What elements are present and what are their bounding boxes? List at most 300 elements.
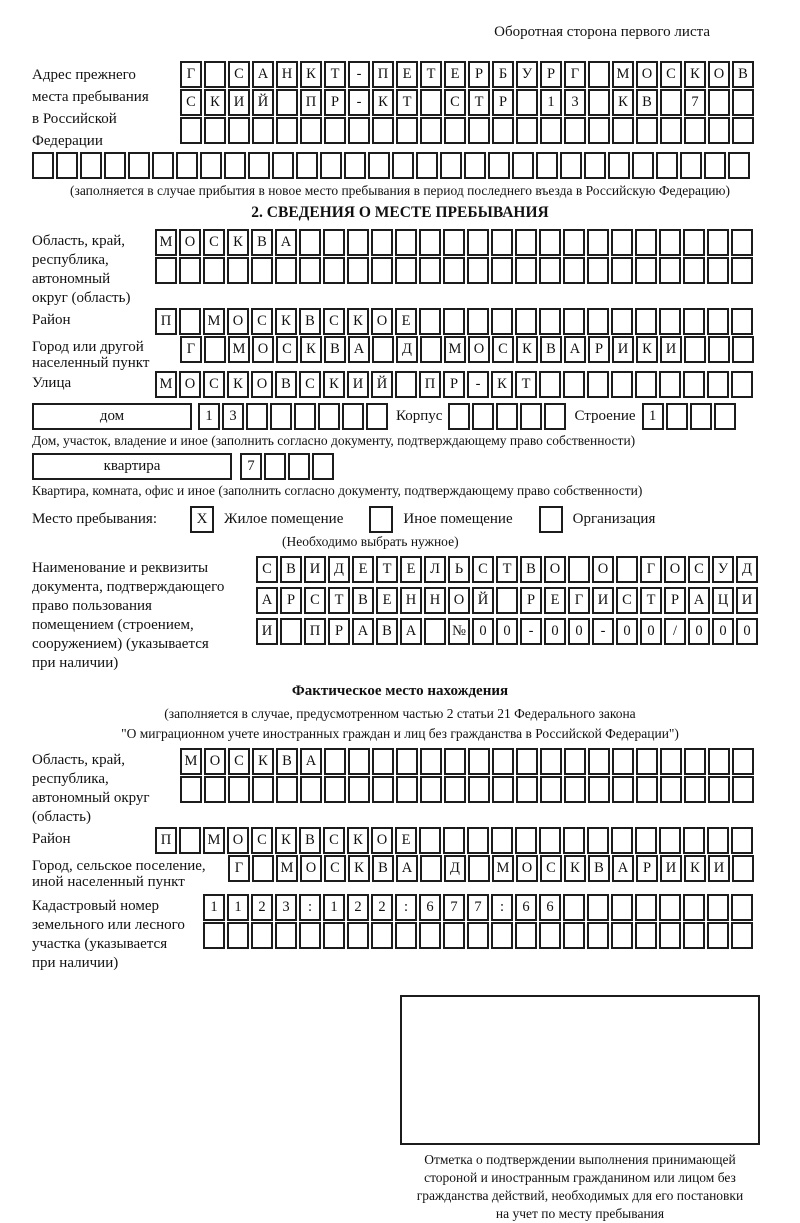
char-cell xyxy=(539,308,561,335)
previous-address-note: (заполняется в случае прибытия в новое место пребывания в период последнего въезда в Российскую Федерацию) xyxy=(69,183,731,198)
street-field xyxy=(32,371,768,399)
char-cell xyxy=(179,308,201,335)
char-cell: Р xyxy=(520,587,542,614)
label-line: документа, подтверждающего xyxy=(32,579,225,595)
char-cell xyxy=(419,229,441,256)
char-cell: Л xyxy=(424,556,446,583)
char-cell xyxy=(635,229,657,256)
char-cell xyxy=(80,152,102,179)
char-cell: - xyxy=(348,89,370,116)
char-cell xyxy=(564,748,586,775)
char-cell xyxy=(371,922,393,949)
char-cell xyxy=(563,229,585,256)
char-cell: П xyxy=(155,827,177,854)
char-cell: М xyxy=(492,855,514,882)
char-cell xyxy=(612,117,634,144)
char-cell xyxy=(176,152,198,179)
char-cell: С xyxy=(324,855,346,882)
char-cell xyxy=(204,117,226,144)
previous-address-row-4 xyxy=(32,152,768,179)
char-cell: К xyxy=(347,827,369,854)
char-cell xyxy=(635,894,657,921)
char-cell: Е xyxy=(400,556,422,583)
char-cell: С xyxy=(688,556,710,583)
char-cell xyxy=(539,827,561,854)
char-cell: Р xyxy=(443,371,465,398)
char-cell xyxy=(300,117,322,144)
char-cell xyxy=(707,308,729,335)
label-line: Город или другой xyxy=(32,339,144,355)
street-label: Улица xyxy=(32,375,72,391)
char-cell xyxy=(707,257,729,284)
char-cell xyxy=(492,117,514,144)
char-cell xyxy=(660,776,682,803)
char-cell xyxy=(347,922,369,949)
char-cell: Т xyxy=(640,587,662,614)
char-cell xyxy=(467,827,489,854)
char-cell xyxy=(443,827,465,854)
char-cell xyxy=(443,308,465,335)
previous-address-field xyxy=(32,61,768,152)
char-cell xyxy=(227,257,249,284)
char-cell xyxy=(659,308,681,335)
char-cell: 6 xyxy=(515,894,537,921)
char-cell xyxy=(323,922,345,949)
stay-type-option-organization: Организация xyxy=(572,510,656,527)
char-cell xyxy=(420,117,442,144)
char-cell: В xyxy=(276,748,298,775)
region-field xyxy=(32,229,768,308)
char-cell: С xyxy=(540,855,562,882)
char-cell xyxy=(104,152,126,179)
char-cell xyxy=(419,922,441,949)
char-cell xyxy=(275,922,297,949)
stay-type-checkbox-other xyxy=(369,506,393,533)
house-row xyxy=(32,403,768,431)
char-cell: К xyxy=(252,748,274,775)
char-cell: 0 xyxy=(736,618,758,645)
char-cell: 1 xyxy=(323,894,345,921)
char-cell xyxy=(683,894,705,921)
char-cell: Р xyxy=(664,587,686,614)
previous-address-row-3 xyxy=(180,117,756,144)
char-cell xyxy=(659,371,681,398)
char-cell: У xyxy=(516,61,538,88)
char-cell xyxy=(464,152,486,179)
char-cell xyxy=(251,257,273,284)
char-cell: Р xyxy=(492,89,514,116)
char-cell xyxy=(204,336,226,363)
char-cell xyxy=(563,827,585,854)
actual-city-field xyxy=(32,855,768,890)
char-cell xyxy=(563,922,585,949)
char-cell: И xyxy=(592,587,614,614)
actual-region-label xyxy=(32,748,180,827)
char-cell: 0 xyxy=(568,618,590,645)
char-cell xyxy=(200,152,222,179)
char-cell xyxy=(440,152,462,179)
char-cell xyxy=(128,152,150,179)
char-cell: Т xyxy=(496,556,518,583)
char-cell: П xyxy=(155,308,177,335)
char-cell xyxy=(539,229,561,256)
house-number-cells xyxy=(198,403,390,430)
char-cell xyxy=(419,827,441,854)
korpus-label: Корпус xyxy=(396,408,443,424)
char-cell: С xyxy=(444,89,466,116)
char-cell xyxy=(372,336,394,363)
char-cell xyxy=(708,336,730,363)
char-cell xyxy=(588,776,610,803)
char-cell xyxy=(275,257,297,284)
char-cell: Т xyxy=(515,371,537,398)
char-cell: С xyxy=(203,371,225,398)
char-cell xyxy=(179,827,201,854)
label-line: при наличии) xyxy=(32,955,119,971)
char-cell xyxy=(372,117,394,144)
char-cell xyxy=(588,117,610,144)
char-cell xyxy=(392,152,414,179)
char-cell: П xyxy=(304,618,326,645)
char-cell xyxy=(690,403,712,430)
char-cell xyxy=(563,371,585,398)
char-cell: С xyxy=(256,556,278,583)
char-cell: 0 xyxy=(712,618,734,645)
char-cell xyxy=(656,152,678,179)
char-cell xyxy=(395,229,417,256)
char-cell: М xyxy=(444,336,466,363)
char-cell xyxy=(324,117,346,144)
char-cell xyxy=(491,229,513,256)
actual-district-field xyxy=(32,827,768,855)
char-cell xyxy=(491,922,513,949)
char-cell xyxy=(248,152,270,179)
stay-type-option-other: Иное помещение xyxy=(403,510,513,527)
char-cell xyxy=(348,117,370,144)
korpus-cells xyxy=(448,403,568,430)
char-cell: М xyxy=(203,308,225,335)
char-cell: 0 xyxy=(496,618,518,645)
char-cell xyxy=(294,403,316,430)
char-cell xyxy=(467,308,489,335)
char-cell: В xyxy=(275,371,297,398)
char-cell xyxy=(203,922,225,949)
char-cell xyxy=(448,403,470,430)
actual-district-row xyxy=(155,827,755,854)
char-cell xyxy=(707,922,729,949)
char-cell xyxy=(492,748,514,775)
char-cell: С xyxy=(492,336,514,363)
char-cell: С xyxy=(276,336,298,363)
char-cell xyxy=(323,257,345,284)
char-cell: П xyxy=(300,89,322,116)
char-cell: Р xyxy=(324,89,346,116)
char-cell: Б xyxy=(492,61,514,88)
char-cell: О xyxy=(468,336,490,363)
char-cell xyxy=(540,117,562,144)
char-cell xyxy=(203,257,225,284)
char-cell: С xyxy=(228,61,250,88)
char-cell: С xyxy=(251,827,273,854)
char-cell xyxy=(731,257,753,284)
char-cell: 3 xyxy=(564,89,586,116)
char-cell: Д xyxy=(444,855,466,882)
label-line: места пребывания xyxy=(32,89,149,105)
char-cell xyxy=(564,117,586,144)
confirmation-stamp-caption xyxy=(380,1151,780,1223)
char-cell: Ь xyxy=(448,556,470,583)
char-cell: С xyxy=(180,89,202,116)
stay-type-checkbox-residential: X xyxy=(190,506,214,533)
district-label: Район xyxy=(32,312,71,328)
char-cell: О xyxy=(251,371,273,398)
char-cell: А xyxy=(688,587,710,614)
label-line: округ (область) xyxy=(32,290,131,306)
char-cell: В xyxy=(636,89,658,116)
char-cell xyxy=(472,403,494,430)
char-cell: М xyxy=(155,229,177,256)
char-cell xyxy=(251,922,273,949)
label-line: участка (указывается xyxy=(32,936,168,952)
char-cell: В xyxy=(540,336,562,363)
char-cell xyxy=(396,117,418,144)
char-cell xyxy=(684,336,706,363)
char-cell: О xyxy=(204,748,226,775)
char-cell xyxy=(587,894,609,921)
char-cell: С xyxy=(660,61,682,88)
char-cell: О xyxy=(664,556,686,583)
char-cell xyxy=(536,152,558,179)
char-cell xyxy=(419,257,441,284)
char-cell xyxy=(612,776,634,803)
char-cell: О xyxy=(636,61,658,88)
char-cell xyxy=(180,117,202,144)
char-cell: В xyxy=(324,336,346,363)
label-line: Город, сельское поселение, xyxy=(32,858,206,874)
char-cell: М xyxy=(276,855,298,882)
char-cell: К xyxy=(300,61,322,88)
char-cell: 6 xyxy=(419,894,441,921)
char-cell xyxy=(731,371,753,398)
char-cell: Е xyxy=(352,556,374,583)
label-line: автономный округ xyxy=(32,790,150,806)
char-cell: К xyxy=(348,855,370,882)
previous-address-label xyxy=(32,61,180,152)
char-cell: А xyxy=(352,618,374,645)
char-cell xyxy=(659,257,681,284)
char-cell: В xyxy=(588,855,610,882)
right-document-label xyxy=(32,556,256,673)
char-cell: О xyxy=(227,827,249,854)
char-cell: С xyxy=(228,748,250,775)
cadastral-label xyxy=(32,894,203,973)
char-cell xyxy=(516,748,538,775)
char-cell: 1 xyxy=(203,894,225,921)
previous-address-grid xyxy=(180,61,756,145)
char-cell xyxy=(395,371,417,398)
char-cell: Ц xyxy=(712,587,734,614)
char-cell xyxy=(635,827,657,854)
cadastral-row-1 xyxy=(203,894,755,921)
char-cell xyxy=(587,922,609,949)
char-cell: В xyxy=(732,61,754,88)
char-cell xyxy=(420,748,442,775)
char-cell: А xyxy=(348,336,370,363)
char-cell xyxy=(228,117,250,144)
cadastral-grid xyxy=(203,894,755,950)
char-cell: Н xyxy=(424,587,446,614)
char-cell xyxy=(515,257,537,284)
char-cell: И xyxy=(347,371,369,398)
char-cell xyxy=(731,308,753,335)
char-cell: О xyxy=(371,827,393,854)
char-cell xyxy=(324,776,346,803)
char-cell xyxy=(587,827,609,854)
char-cell: 2 xyxy=(251,894,273,921)
char-cell xyxy=(684,117,706,144)
actual-region-row-1 xyxy=(180,748,756,775)
char-cell xyxy=(684,776,706,803)
label-line: Наименование и реквизиты xyxy=(32,560,209,576)
apartment-box: квартира xyxy=(32,453,232,480)
char-cell xyxy=(323,229,345,256)
char-cell: Г xyxy=(564,61,586,88)
char-cell xyxy=(491,308,513,335)
char-cell xyxy=(635,308,657,335)
label-line: стороной и иностранным гражданином или лицом без xyxy=(424,1170,736,1185)
char-cell xyxy=(420,855,442,882)
char-cell: Т xyxy=(396,89,418,116)
char-cell: К xyxy=(347,308,369,335)
char-cell xyxy=(204,776,226,803)
char-cell: К xyxy=(227,229,249,256)
region-grid xyxy=(155,229,755,285)
char-cell xyxy=(179,257,201,284)
label-line: право пользования xyxy=(32,598,152,614)
char-cell xyxy=(515,308,537,335)
char-cell xyxy=(731,922,753,949)
char-cell: П xyxy=(419,371,441,398)
label-line: Адрес прежнего xyxy=(32,67,136,83)
char-cell xyxy=(396,748,418,775)
char-cell xyxy=(444,748,466,775)
char-cell xyxy=(684,748,706,775)
char-cell: Е xyxy=(395,827,417,854)
label-line: иной населенный пункт xyxy=(32,874,185,890)
char-cell xyxy=(732,748,754,775)
char-cell: Н xyxy=(400,587,422,614)
house-box: дом xyxy=(32,403,192,430)
char-cell: С xyxy=(472,556,494,583)
char-cell xyxy=(683,257,705,284)
char-cell: О xyxy=(227,308,249,335)
char-cell xyxy=(155,257,177,284)
label-line: помещением (строением, xyxy=(32,617,194,633)
label-line: гражданства действий, необходимых для его постановки xyxy=(416,1188,744,1203)
char-cell: А xyxy=(252,61,274,88)
char-cell: И xyxy=(660,336,682,363)
char-cell: А xyxy=(300,748,322,775)
char-cell: К xyxy=(204,89,226,116)
char-cell: В xyxy=(376,618,398,645)
char-cell xyxy=(424,618,446,645)
char-cell: Р xyxy=(328,618,350,645)
char-cell xyxy=(252,776,274,803)
char-cell xyxy=(632,152,654,179)
char-cell xyxy=(152,152,174,179)
char-cell: Р xyxy=(468,61,490,88)
char-cell: Р xyxy=(636,855,658,882)
char-cell xyxy=(563,894,585,921)
city-field xyxy=(32,336,768,371)
street-row xyxy=(155,371,755,398)
char-cell xyxy=(299,922,321,949)
char-cell: Г xyxy=(228,855,250,882)
char-cell: К xyxy=(636,336,658,363)
char-cell xyxy=(420,89,442,116)
char-cell: / xyxy=(664,618,686,645)
char-cell xyxy=(659,827,681,854)
stay-type-label: Место пребывания: xyxy=(32,510,157,527)
char-cell xyxy=(660,748,682,775)
apartment-row xyxy=(32,453,768,481)
stroenie-cells xyxy=(642,403,738,430)
char-cell xyxy=(587,371,609,398)
section2-title: 2. СВЕДЕНИЯ О МЕСТЕ ПРЕБЫВАНИЯ xyxy=(251,204,549,221)
char-cell xyxy=(224,152,246,179)
char-cell xyxy=(371,257,393,284)
char-cell: Д xyxy=(736,556,758,583)
char-cell: К xyxy=(564,855,586,882)
actual-location-title: Фактическое место нахождения xyxy=(291,683,509,699)
char-cell xyxy=(616,556,638,583)
char-cell xyxy=(32,152,54,179)
char-cell xyxy=(296,152,318,179)
char-cell xyxy=(635,257,657,284)
char-cell: Г xyxy=(180,336,202,363)
char-cell xyxy=(611,371,633,398)
char-cell xyxy=(264,453,286,480)
char-cell xyxy=(612,748,634,775)
char-cell: Р xyxy=(588,336,610,363)
char-cell xyxy=(588,748,610,775)
char-cell: И xyxy=(708,855,730,882)
char-cell: : xyxy=(299,894,321,921)
char-cell xyxy=(708,89,730,116)
char-cell xyxy=(299,229,321,256)
char-cell xyxy=(496,587,518,614)
actual-city-label xyxy=(32,855,228,890)
char-cell: Й xyxy=(252,89,274,116)
char-cell xyxy=(299,257,321,284)
char-cell: П xyxy=(372,61,394,88)
apartment-note: Квартира, комната, офис и иное (заполнить согласно документу, подтверждающему право собственности) xyxy=(32,483,643,498)
char-cell: В xyxy=(372,855,394,882)
char-cell: С xyxy=(323,827,345,854)
char-cell xyxy=(568,556,590,583)
char-cell xyxy=(270,403,292,430)
char-cell: А xyxy=(256,587,278,614)
char-cell xyxy=(708,776,730,803)
char-cell xyxy=(683,827,705,854)
char-cell: К xyxy=(516,336,538,363)
char-cell xyxy=(288,453,310,480)
char-cell xyxy=(539,371,561,398)
char-cell xyxy=(611,257,633,284)
char-cell xyxy=(491,827,513,854)
char-cell xyxy=(540,776,562,803)
char-cell xyxy=(276,776,298,803)
